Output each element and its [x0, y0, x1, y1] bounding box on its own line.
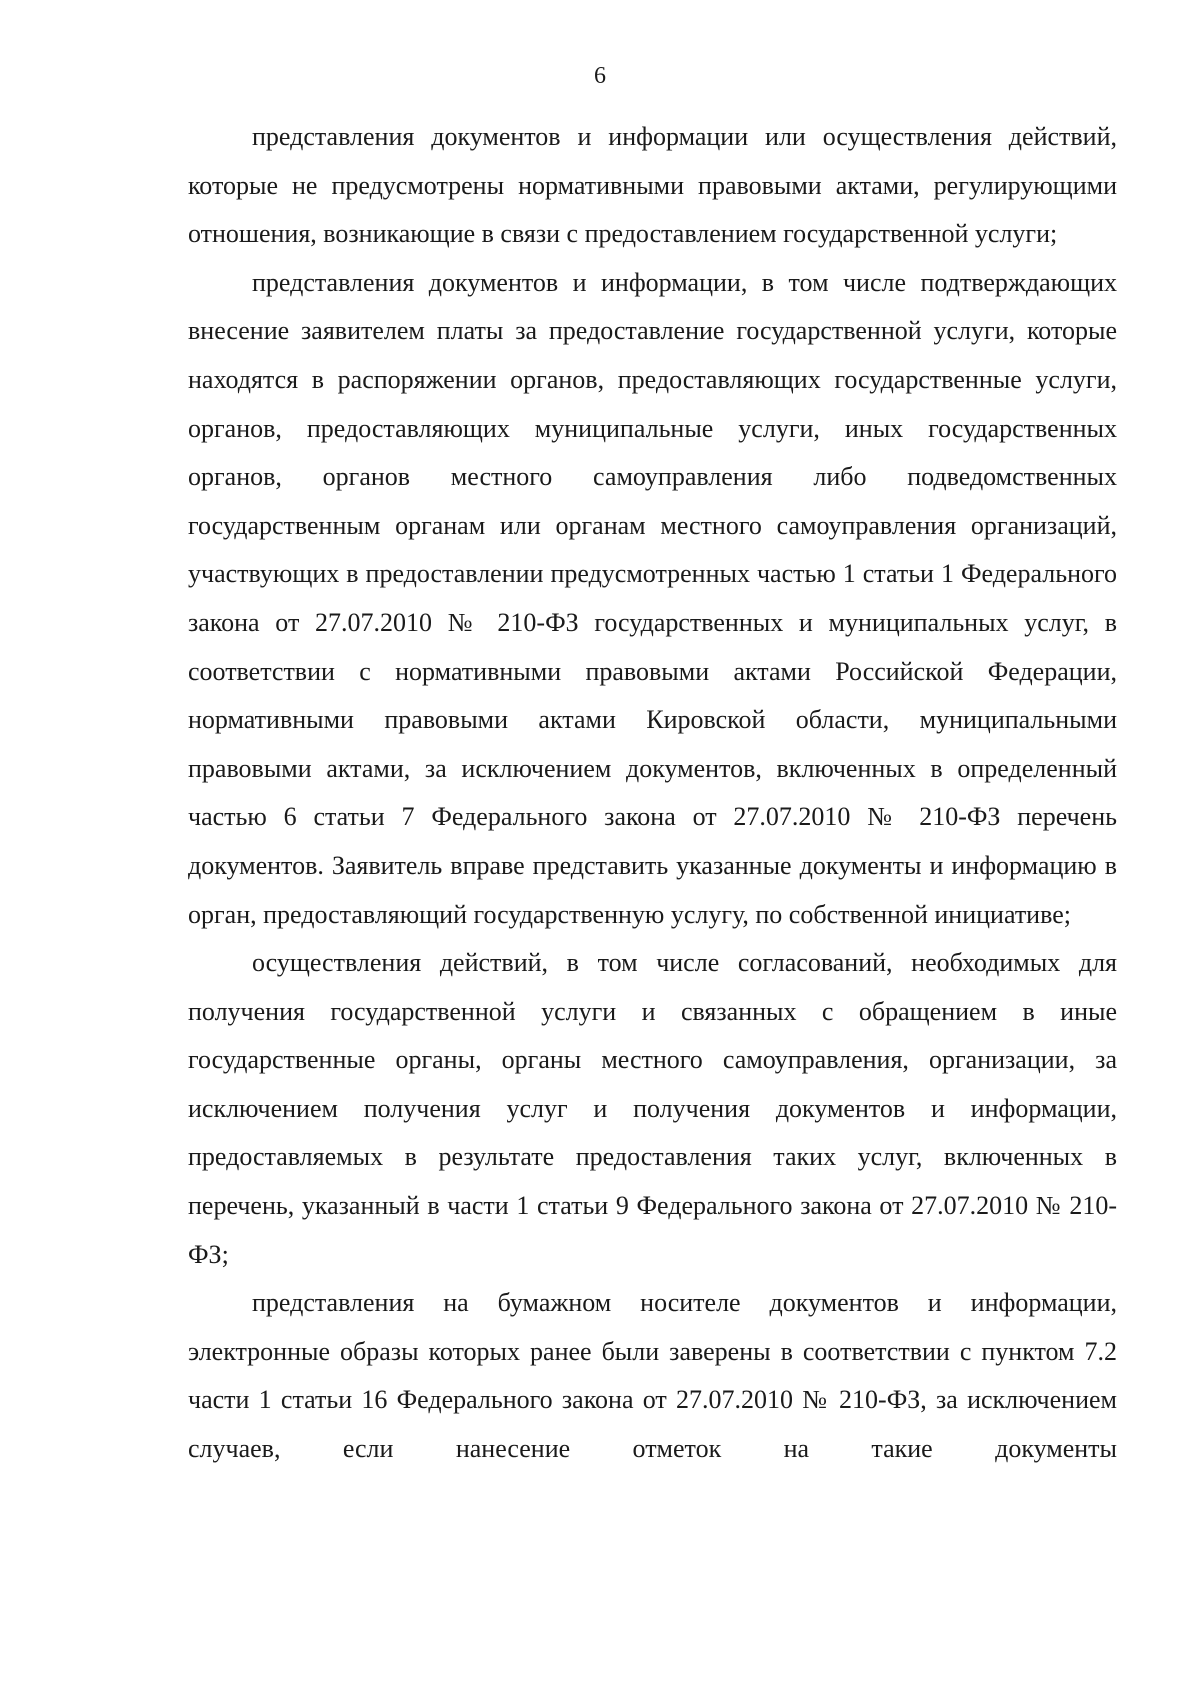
document-body	[188, 113, 1117, 1474]
paragraph-1: представления документов и информации или осуществления действий, которые не предусмотрены нормативными правовыми актами, регулирующими отношения, возникающие в связи с предоставлением государственной услуги;	[188, 122, 1117, 249]
paragraph-3: осуществления действий, в том числе согласований, необходимых для получения государственной услуги и связанных с обращением в иные государственные органы, органы местного самоуправления, организации, за исключением получения услуг и получения документов и информации, предоставляемых в результате предоставления таких услуг, включенных в перечень, указанный в части 1 статьи 9 Федерального закона от 27.07.2010 № 210-ФЗ;	[188, 948, 1117, 1269]
paragraph-2: представления документов и информации, в том числе подтверждающих внесение заявителем платы за предоставление государственной услуги, которые находятся в распоряжении органов, предоставляющих государственные услуги, органов, предоставляющих муниципальные услуги, иных государственных органов, органов местного самоуправления либо подведомственных государственным органам или органам местного самоуправления организаций, участвующих в предоставлении предусмотренных частью 1 статьи 1 Федерального закона от 27.07.2010 № 210-ФЗ государственных и муниципальных услуг, в соответствии с нормативными правовыми актами Российской Федерации, нормативными правовыми актами Кировской области, муниципальными правовыми актами, за исключением документов, включенных в определенный частью 6 статьи 7 Федерального закона от 27.07.2010 № 210-ФЗ перечень документов. Заявитель вправе представить указанные документы и информацию в орган, предоставляющий государственную услугу, по собственной инициативе;	[188, 267, 1117, 929]
page-number: 6	[594, 63, 606, 89]
paragraph-4: представления на бумажном носителе документов и информации, электронные образы которых ранее были заверены в соответствии с пунктом 7.2 части 1 статьи 16 Федерального закона от 27.07.2010 № 210-ФЗ, за исключением случаев, если нанесение отметок на такие документы	[188, 1288, 1117, 1464]
